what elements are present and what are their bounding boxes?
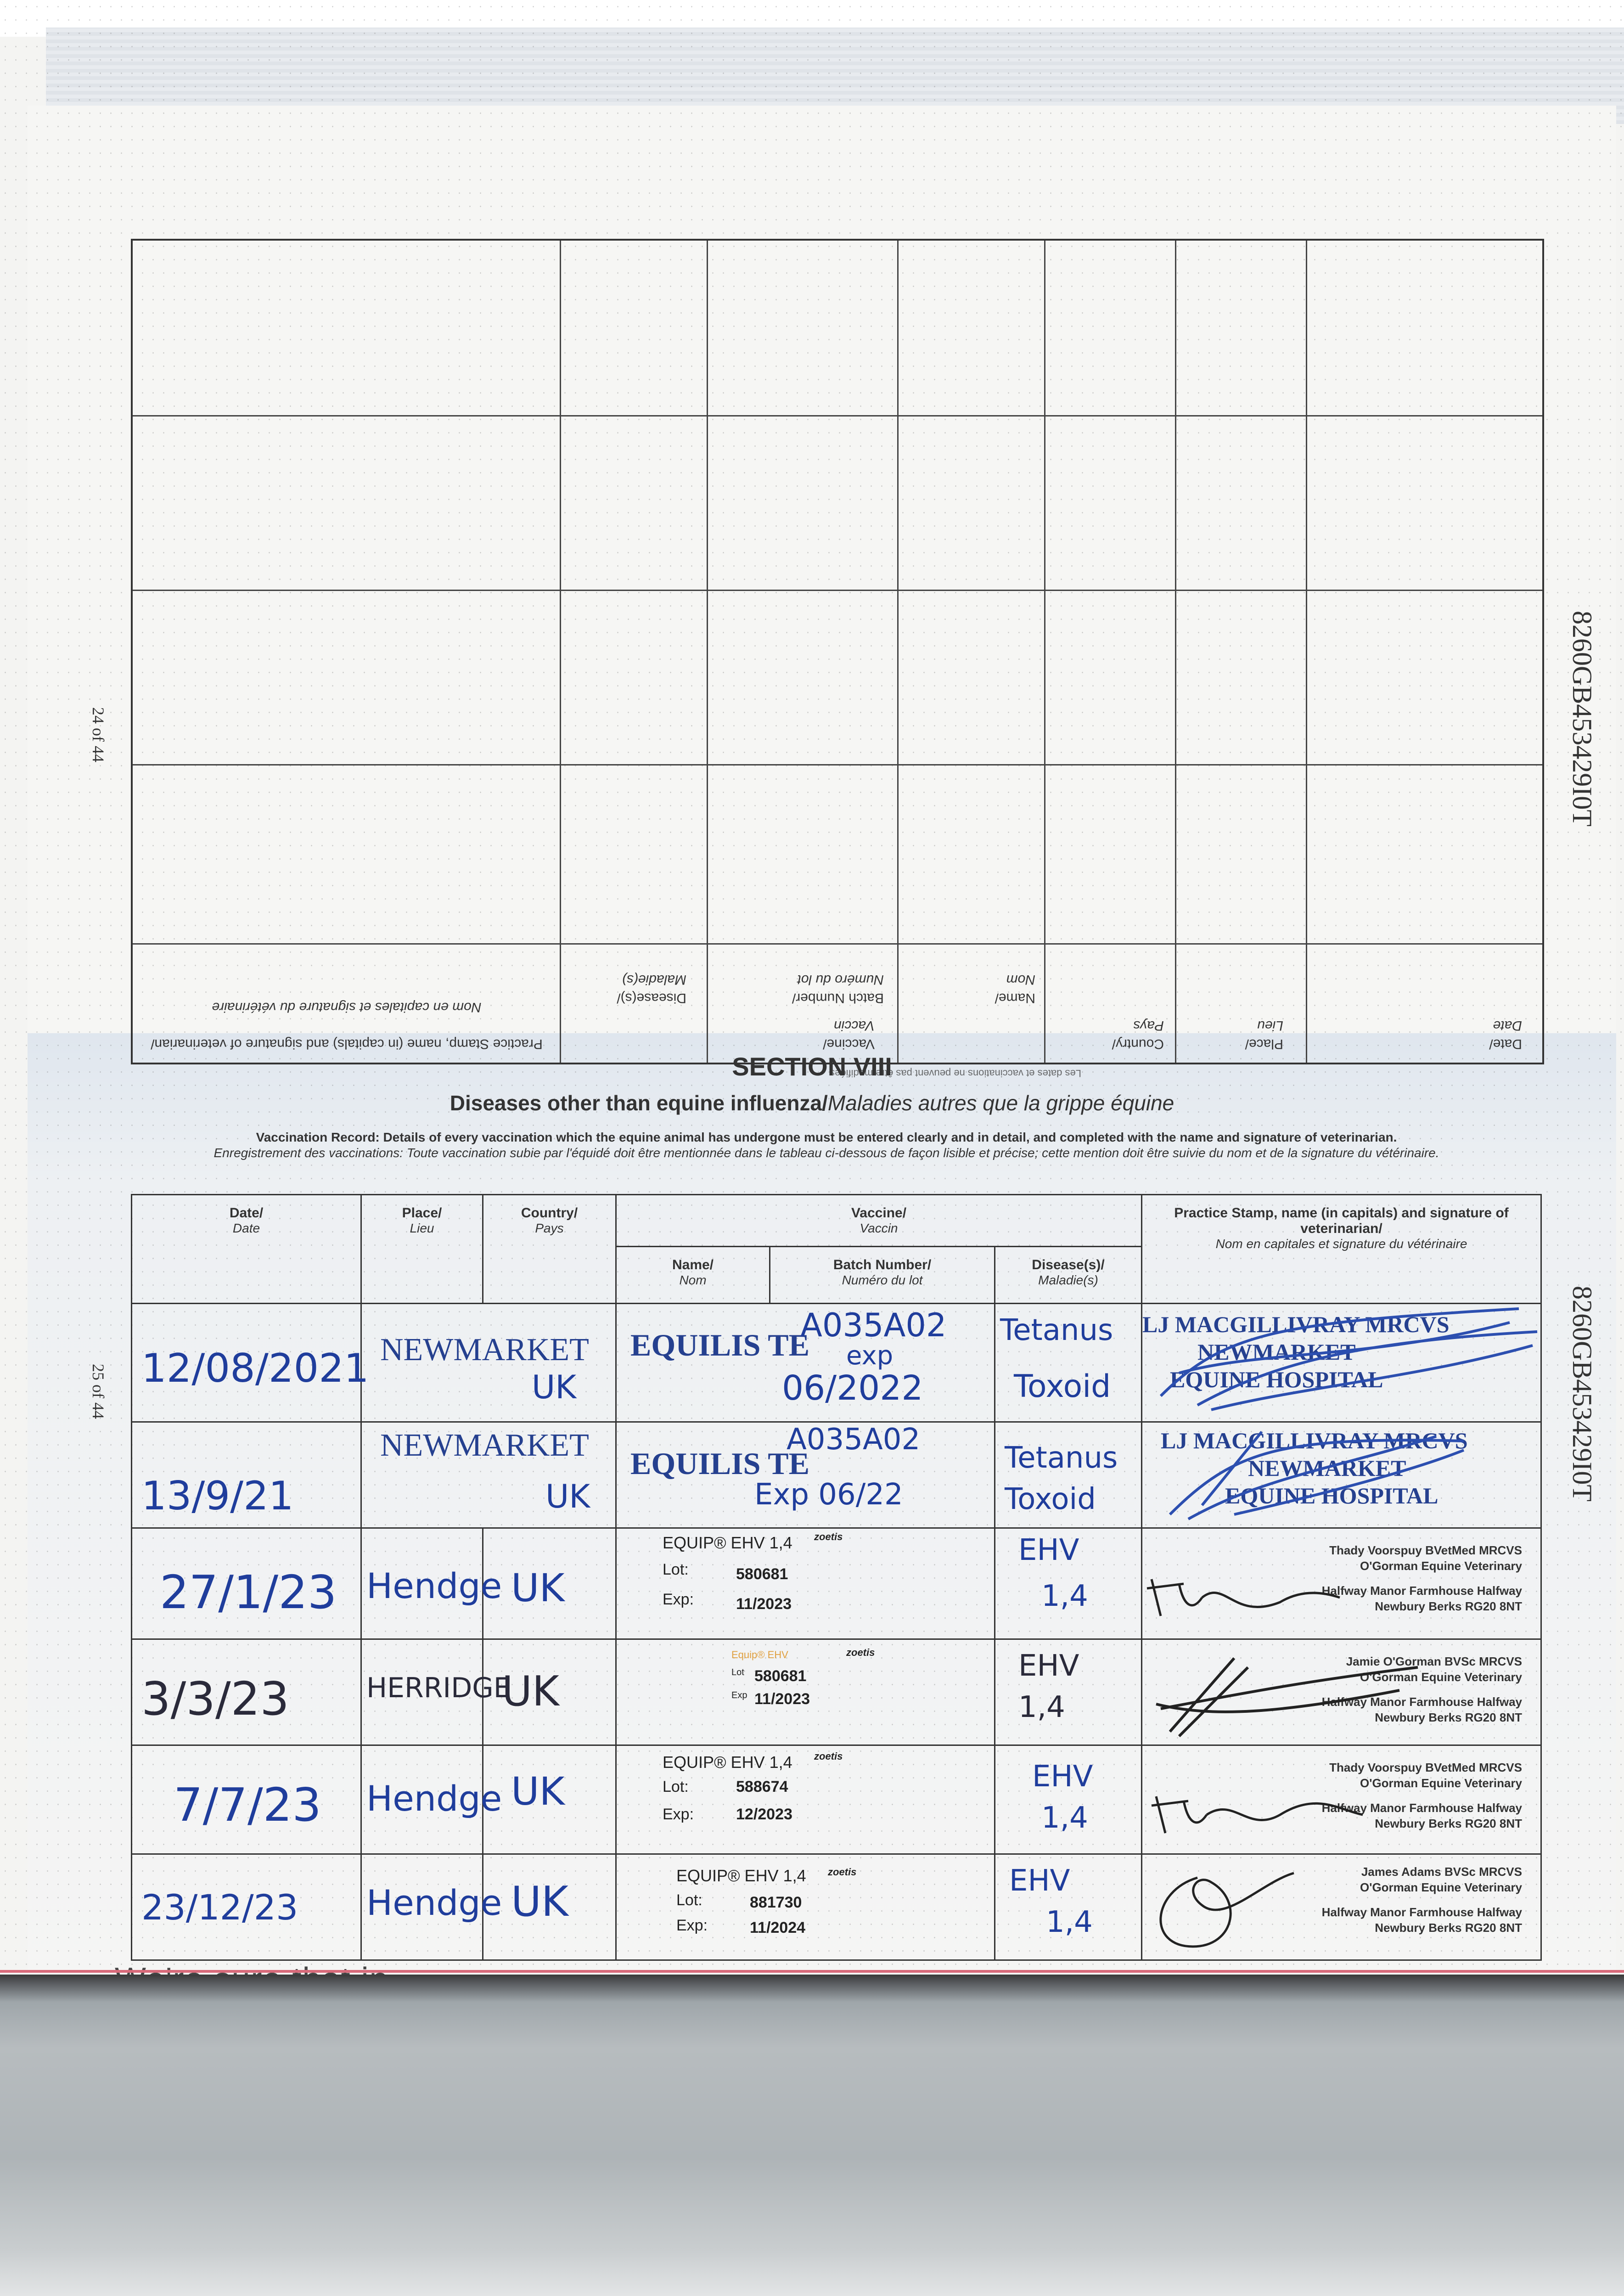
inv-vaccine-label: Vaccine/ (823, 1036, 875, 1052)
inv-vaccine-label-fr: Vaccin (834, 1018, 875, 1033)
inv-batch-label: Batch Number/ (792, 990, 884, 1006)
row-disease: EHV 1,4 (995, 1639, 1142, 1745)
row-country: UK (483, 1854, 616, 1960)
document-serial-upper: 8260GB453429I0T (1567, 611, 1597, 827)
vet-stamp: Jamie O'Gorman BVSc MRCVS O'Gorman Equine Veterinary Halfway Manor Farmhouse Halfway Newbury Berks RG20 8NT (1321, 1654, 1522, 1724)
inv-footnote: Les dates et vaccinations ne peuvent pas être modifiées (830, 1068, 1081, 1079)
intro-english: Vaccination Record: Details of every vaccination which the equine animal has undergone must be entered clearly and in detail, and completed with the name and signature of veterinarian. (256, 1130, 1397, 1144)
row-place: Hendge (361, 1854, 483, 1960)
table-row (132, 1639, 1541, 1745)
table-row (132, 1303, 1541, 1422)
row-vaccine: EQUILIS TE A035A02 Exp 06/22 (616, 1422, 995, 1528)
vaccine-label-sticker: Equip® EHV zoetis Lot 580681 Exp 11/2023 (616, 1639, 995, 1745)
row-country: UK (483, 1639, 616, 1745)
row-practice-stamp: LJ MACGILLIVRAY MRCVS NEWMARKET EQUINE HOSPITAL (1142, 1422, 1541, 1528)
inv-disease-label: Disease(s)/ (617, 990, 686, 1006)
row-place-country: NEWMARKET UK (361, 1303, 616, 1422)
table-row (132, 1528, 1541, 1639)
row-place-country: NEWMARKET UK (361, 1422, 616, 1528)
row-country: UK (483, 1528, 616, 1639)
row-country: UK (483, 1745, 616, 1854)
section-intro (142, 1130, 1511, 1161)
row-date: 13/9/21 (132, 1422, 361, 1528)
section-subtitle: Diseases other than equine influenza/Maladies autres que la grippe équine (450, 1091, 1174, 1115)
row-disease: Tetanus Toxoid (995, 1422, 1142, 1528)
vet-stamp: James Adams BVSc MRCVS O'Gorman Equine Veterinary Halfway Manor Farmhouse Halfway Newbury Berks RG20 8NT (1321, 1864, 1522, 1935)
inv-stamp-label-fr: Nom en capitales et signature du vétérinaire (212, 1000, 482, 1015)
inv-country-label-fr: Pays (1133, 1018, 1164, 1033)
inv-date-label-fr: Date (1493, 1018, 1522, 1033)
row-place: Hendge (361, 1745, 483, 1854)
empty-vaccination-grid (131, 239, 1544, 1064)
intro-french: Enregistrement des vaccinations: Toute vaccination subie par l'équidé doit être mentionnée dans le tableau ci-dessous de façon lisible et précise; cette mention doit être suivie du nom et de la signature du vétérinaire. (214, 1146, 1439, 1160)
row-date: 12/08/2021 (132, 1303, 361, 1422)
header-practice-stamp: Practice Stamp, name (in capitals) and signature of veterinarian/ Nom en capitales et signature du vétérinaire (1142, 1195, 1541, 1304)
document-serial-lower: 8260GB453429I0T (1567, 1286, 1597, 1502)
vaccine-label-sticker: EQUIP® EHV 1,4 zoetis Lot: 588674 Exp: 12/2023 (616, 1745, 995, 1854)
signature (1142, 1529, 1372, 1632)
vaccine-label-sticker: EQUIP® EHV 1,4 zoetis Lot: 881730 Exp: 11/2024 (616, 1854, 995, 1960)
row-date: 23/12/23 (132, 1854, 361, 1960)
vaccination-table (131, 1194, 1542, 1961)
table-row (132, 1854, 1541, 1960)
page-number-lower: 25 of 44 (89, 1364, 107, 1419)
scanner-bottom-strip (0, 1975, 1624, 2296)
inv-place-label-fr: Lieu (1257, 1018, 1283, 1033)
row-vaccine: EQUILIS TE A035A02 exp 06/2022 (616, 1303, 995, 1422)
row-date: 27/1/23 (132, 1528, 361, 1639)
row-disease: Tetanus Toxoid (995, 1303, 1142, 1422)
row-practice-stamp (1142, 1639, 1541, 1745)
row-practice-stamp: LJ MACGILLIVRAY MRCVS NEWMARKET EQUINE HOSPITAL (1142, 1303, 1541, 1422)
inv-name-label-fr: Nom (1006, 972, 1035, 987)
inv-name-label: Name/ (995, 990, 1035, 1006)
header-disease: Disease(s)/ Maladie(s) (995, 1246, 1142, 1303)
row-practice-stamp (1142, 1854, 1541, 1960)
header-vaccine: Vaccine/ Vaccin (616, 1195, 1142, 1247)
header-place: Place/ Lieu (361, 1195, 483, 1304)
row-practice-stamp (1142, 1528, 1541, 1639)
page-edge-line (0, 1970, 1624, 1973)
row-practice-stamp (1142, 1745, 1541, 1854)
header-date: Date/ Date (132, 1195, 361, 1304)
table-row (132, 1422, 1541, 1528)
vet-stamp: Thady Voorspuy BVetMed MRCVS O'Gorman Equine Veterinary Halfway Manor Farmhouse Halfway Newbury Berks RG20 8NT (1321, 1761, 1522, 1831)
signature (1142, 1855, 1326, 1953)
row-disease: EHV 1,4 (995, 1528, 1142, 1639)
row-date: 3/3/23 (132, 1639, 361, 1745)
inv-place-label: Place/ (1245, 1036, 1283, 1052)
signature (1142, 1423, 1542, 1521)
section-title: SECTION VIII (732, 1052, 892, 1081)
row-disease: EHV 1,4 (995, 1854, 1142, 1960)
inv-disease-label-fr: Maladie(s) (622, 972, 686, 987)
signature (1142, 1640, 1464, 1739)
row-place: Hendge (361, 1528, 483, 1639)
page-number-upper: 24 of 44 (89, 707, 107, 762)
row-date: 7/7/23 (132, 1745, 361, 1854)
header-country: Country/ Pays (483, 1195, 616, 1304)
table-row (132, 1745, 1541, 1854)
inv-country-label: Country/ (1112, 1036, 1164, 1052)
signature (1142, 1304, 1542, 1414)
inv-batch-label-fr: Numéro du lot (797, 972, 884, 987)
vaccine-label-sticker: EQUIP® EHV 1,4 zoetis Lot: 580681 Exp: 11/2023 (616, 1528, 995, 1639)
header-batch: Batch Number/ Numéro du lot (770, 1246, 995, 1303)
row-place: HERRIDGE (361, 1639, 483, 1745)
vet-stamp: Thady Voorspuy BVetMed MRCVS O'Gorman Equine Veterinary Halfway Manor Farmhouse Halfway Newbury Berks RG20 8NT (1321, 1543, 1522, 1613)
inv-date-label: Date/ (1489, 1036, 1522, 1052)
row-disease: EHV 1,4 (995, 1745, 1142, 1854)
signature (1142, 1746, 1395, 1847)
header-name: Name/ Nom (616, 1246, 770, 1303)
inv-stamp-label: Practice Stamp, name (in capitals) and signature of veterinarian/ (151, 1036, 543, 1052)
